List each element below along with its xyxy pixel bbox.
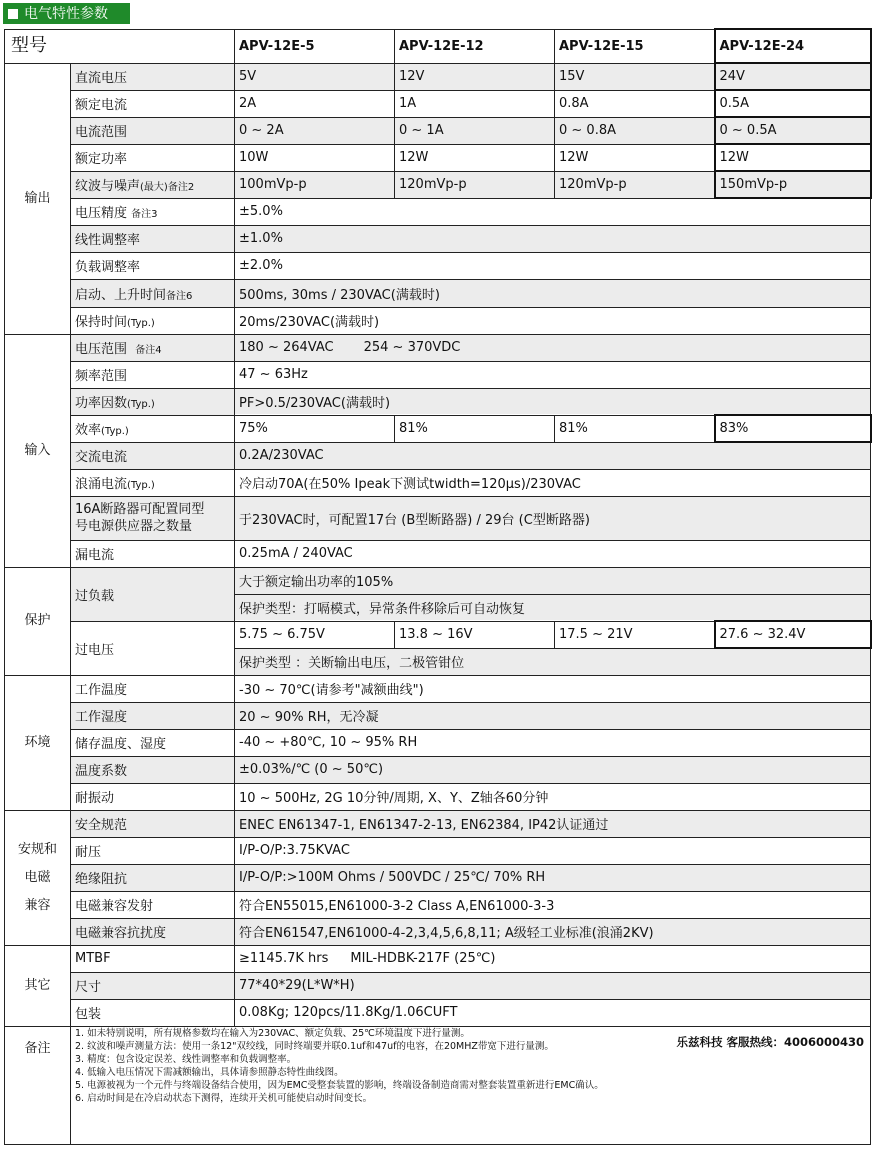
- section-title: 电气特性参数: [24, 5, 108, 21]
- cell: I/P-O/P:3.75KVAC: [235, 837, 871, 864]
- row-label: 交流电流: [71, 442, 235, 469]
- row-label: MTBF: [71, 945, 235, 972]
- row-label: 工作湿度: [71, 702, 235, 729]
- cell: 10 ~ 500Hz, 2G 10分钟/周期, X、Y、Z轴各60分钟: [235, 783, 871, 810]
- model-label: 型号: [5, 29, 235, 63]
- cell: 500ms, 30ms / 230VAC(满载时): [235, 279, 871, 307]
- cell: 12W: [715, 144, 871, 171]
- cell: 5.75 ~ 6.75V: [235, 621, 395, 648]
- row-label: 保持时间(Typ.): [71, 307, 235, 334]
- cell: 冷启动70A(在50% Ipeak下测试twidth=120μs)/230VAC: [235, 469, 871, 496]
- row-label: 储存温度、湿度: [71, 729, 235, 756]
- cell: 24V: [715, 63, 871, 90]
- row-label: 额定功率: [71, 144, 235, 171]
- row-label: 安全规范: [71, 810, 235, 837]
- cell: 120mVp-p: [555, 171, 715, 198]
- cell: 81%: [395, 415, 555, 442]
- hotline: 乐兹科技 客服热线：4006000430: [676, 1034, 864, 1049]
- model-name: APV-12E-15: [555, 29, 715, 63]
- cell: ±0.03%/℃ (0 ~ 50℃): [235, 756, 871, 783]
- row-label: 启动、上升时间备注6: [71, 279, 235, 307]
- cell: 83%: [715, 415, 871, 442]
- row-label: 电压范围 备注4: [71, 334, 235, 361]
- square-icon: [8, 9, 18, 19]
- cell: 13.8 ~ 16V: [395, 621, 555, 648]
- note-item: 1. 如未特别说明，所有规格参数均在输入为230VAC、额定负载、25℃环境温度下进行量测。: [75, 1027, 470, 1039]
- cell: ±5.0%: [235, 198, 871, 225]
- row-label: 浪涌电流(Typ.): [71, 469, 235, 496]
- cell: 符合EN55015,EN61000-3-2 Class A,EN61000-3-3: [235, 891, 871, 918]
- category-notes: 备注: [5, 1026, 71, 1144]
- row-label: 过电压: [71, 621, 235, 675]
- row-label: 纹波与噪声(最大)备注2: [71, 171, 235, 198]
- cell: 0.5A: [715, 90, 871, 117]
- cell: 27.6 ~ 32.4V: [715, 621, 871, 648]
- cell: 12W: [555, 144, 715, 171]
- row-label: 频率范围: [71, 361, 235, 388]
- cell: 12W: [395, 144, 555, 171]
- model-name: APV-12E-5: [235, 29, 395, 63]
- note-item: 6. 启动时间是在冷启动状态下测得，连续开关机可能使启动时间变长。: [75, 1092, 373, 1104]
- row-label: 电磁兼容发射: [71, 891, 235, 918]
- cell: 0.08Kg; 120pcs/11.8Kg/1.06CUFT: [235, 999, 871, 1026]
- note-item: 5. 电源被视为一个元件与终端设备结合使用，因为EMC受整套装置的影响，终端设备制造商需对整套装置重新进行EMC确认。: [75, 1079, 604, 1091]
- note-item: 3. 精度：包含设定误差、线性调整率和负载调整率。: [75, 1053, 297, 1065]
- cell: -30 ~ 70℃(请参考"减额曲线"): [235, 675, 871, 702]
- cell: 符合EN61547,EN61000-4-2,3,4,5,6,8,11; A级轻工业标准(浪涌2KV): [235, 918, 871, 945]
- category-environment: 环境: [5, 675, 71, 810]
- cell: ±1.0%: [235, 225, 871, 252]
- cell: 0 ~ 1A: [395, 117, 555, 144]
- cell: 0.8A: [555, 90, 715, 117]
- row-label: 尺寸: [71, 972, 235, 999]
- cell: 100mVp-p: [235, 171, 395, 198]
- cell: 81%: [555, 415, 715, 442]
- cell: 1A: [395, 90, 555, 117]
- row-label: 绝缘阻抗: [71, 864, 235, 891]
- cell: 0.2A/230VAC: [235, 442, 871, 469]
- cell: 75%: [235, 415, 395, 442]
- cell: 5V: [235, 63, 395, 90]
- row-label: 工作温度: [71, 675, 235, 702]
- cell: 0 ~ 0.5A: [715, 117, 871, 144]
- note-item: 4. 低输入电压情况下需减额输出，具体请参照静态特性曲线图。: [75, 1066, 344, 1078]
- cell: 47 ~ 63Hz: [235, 361, 871, 388]
- row-label: 16A断路器可配置同型 号电源供应器之数量: [71, 496, 235, 540]
- section-header: [3, 3, 130, 24]
- row-label: 负载调整率: [71, 252, 235, 279]
- row-label: 效率(Typ.): [71, 415, 235, 442]
- row-label: 线性调整率: [71, 225, 235, 252]
- row-label: 过负载: [71, 567, 235, 621]
- row-label: 包装: [71, 999, 235, 1026]
- category-input: 输入: [5, 334, 71, 567]
- cell: 大于额定输出功率的105%: [235, 567, 871, 594]
- cell: 20ms/230VAC(满载时): [235, 307, 871, 334]
- category-safety-emc: 安规和 电磁 兼容: [5, 810, 71, 945]
- category-others: 其它: [5, 945, 71, 1026]
- row-label: 温度系数: [71, 756, 235, 783]
- row-label: 额定电流: [71, 90, 235, 117]
- cell: 0 ~ 2A: [235, 117, 395, 144]
- row-label: 功率因数(Typ.): [71, 388, 235, 415]
- note-item: 2. 纹波和噪声测量方法：使用一条12"双绞线，同时终端要并联0.1uf和47uf的电容，在20MHZ带宽下进行量测。: [75, 1040, 554, 1052]
- model-name: APV-12E-24: [715, 29, 871, 63]
- category-protection: 保护: [5, 567, 71, 675]
- cell: ENEC EN61347-1, EN61347-2-13, EN62384, IP42认证通过: [235, 810, 871, 837]
- row-label: 耐振动: [71, 783, 235, 810]
- cell: ≥1145.7K hrs MIL-HDBK-217F (25℃): [235, 945, 871, 972]
- cell: 150mVp-p: [715, 171, 871, 198]
- row-label: 直流电压: [71, 63, 235, 90]
- row-label: 漏电流: [71, 540, 235, 567]
- cell: 180 ~ 264VAC 254 ~ 370VDC: [235, 334, 871, 361]
- cell: ±2.0%: [235, 252, 871, 279]
- cell: 12V: [395, 63, 555, 90]
- cell: 2A: [235, 90, 395, 117]
- cell: I/P-O/P:>100M Ohms / 500VDC / 25℃/ 70% RH: [235, 864, 871, 891]
- cell: 77*40*29(L*W*H): [235, 972, 871, 999]
- cell: 10W: [235, 144, 395, 171]
- cell: 0 ~ 0.8A: [555, 117, 715, 144]
- cell: 17.5 ~ 21V: [555, 621, 715, 648]
- row-label: 电流范围: [71, 117, 235, 144]
- row-label: 电磁兼容抗扰度: [71, 918, 235, 945]
- cell: PF>0.5/230VAC(满载时): [235, 388, 871, 415]
- model-name: APV-12E-12: [395, 29, 555, 63]
- cell: 于230VAC时，可配置17台 (B型断路器) / 29台 (C型断路器): [235, 496, 871, 540]
- notes-cell: [71, 1026, 871, 1144]
- cell: 20 ~ 90% RH，无冷凝: [235, 702, 871, 729]
- cell: -40 ~ +80℃, 10 ~ 95% RH: [235, 729, 871, 756]
- spec-table: [4, 28, 872, 1145]
- row-label: 电压精度 备注3: [71, 198, 235, 225]
- cell: 15V: [555, 63, 715, 90]
- row-label: 耐压: [71, 837, 235, 864]
- cell: 保护类型：打嗝模式，异常条件移除后可自动恢复: [235, 594, 871, 621]
- cell: 0.25mA / 240VAC: [235, 540, 871, 567]
- cell: 保护类型 ：关断输出电压，二极管钳位: [235, 648, 871, 675]
- category-output: 输出: [5, 63, 71, 334]
- cell: 120mVp-p: [395, 171, 555, 198]
